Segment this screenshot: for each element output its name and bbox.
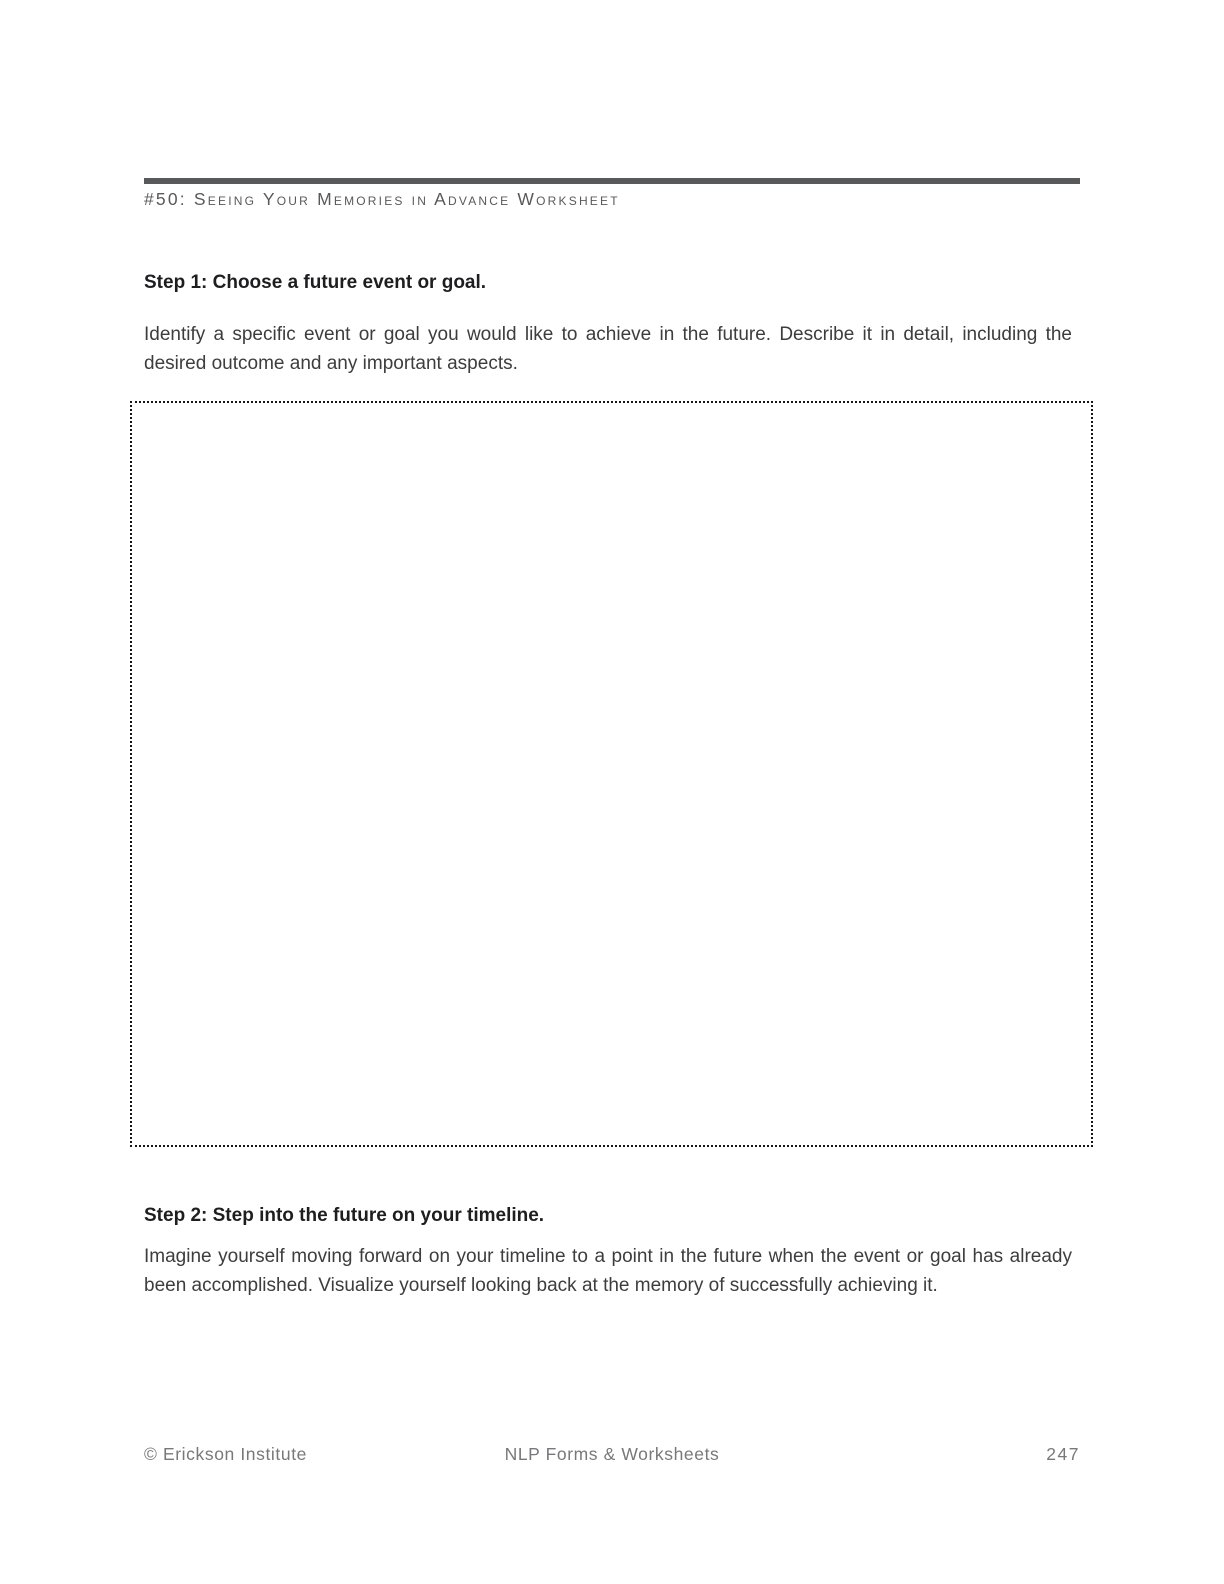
step-1-heading: Step 1: Choose a future event or goal. bbox=[144, 272, 487, 293]
step-2-heading: Step 2: Step into the future on your timeline. bbox=[144, 1205, 545, 1226]
page-title: #50: Seeing Your Memories in Advance Worksheet bbox=[144, 189, 620, 209]
step-1-writing-area[interactable] bbox=[130, 401, 1093, 1147]
page-footer bbox=[144, 1444, 1080, 1468]
step-2-description: Imagine yourself moving forward on your timeline to a point in the future when the event or goal has already been accomplished. Visualize yourself looking back at the memory of successfully achieving it. bbox=[144, 1246, 1072, 1296]
footer-page-number: 247 bbox=[1046, 1444, 1080, 1464]
footer-copyright: © Erickson Institute bbox=[144, 1444, 308, 1464]
step-1-description: Identify a specific event or goal you would like to achieve in the future. Describe it in detail, including the desired outcome and any important aspects. bbox=[144, 324, 1072, 374]
header-rule bbox=[144, 178, 1080, 184]
footer-book-title: NLP Forms & Worksheets bbox=[504, 1444, 720, 1464]
